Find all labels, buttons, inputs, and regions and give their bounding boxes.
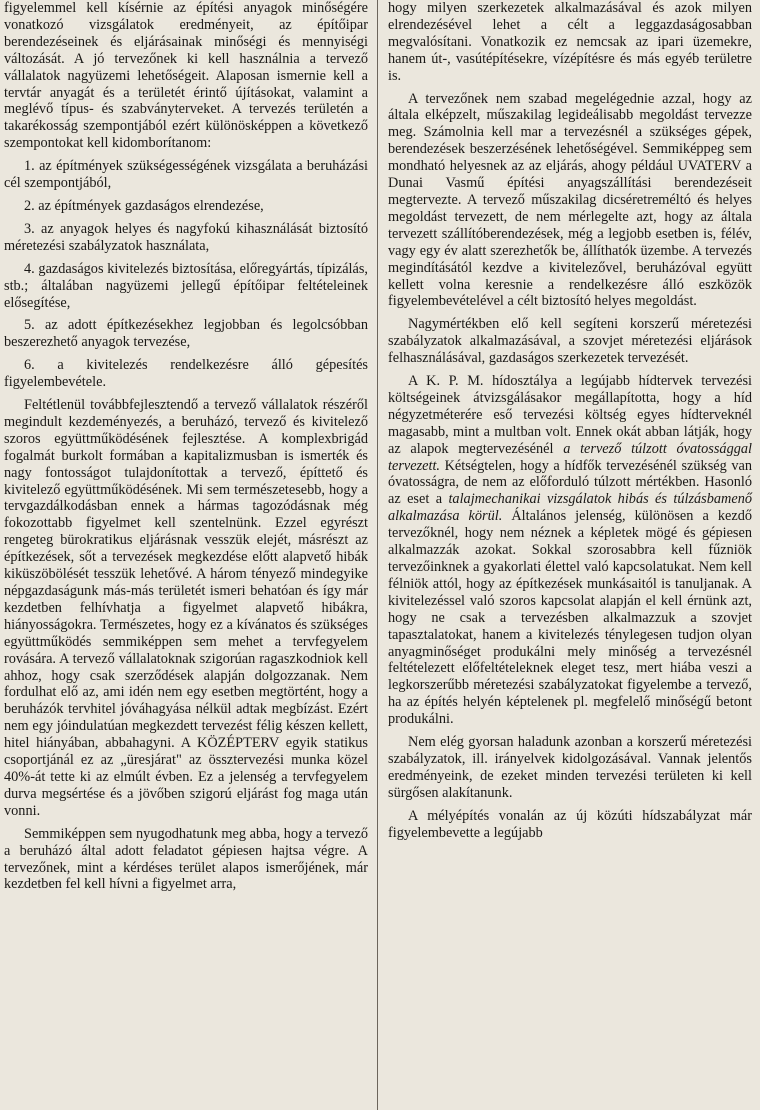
paragraph: A tervezőnek nem szabad megelégednie azzal, hogy az általa elképzelt, műszakilag legideálisabb megoldást tervezze meg. Számolnia kell mar a tervezésnél a szükséges gépek, berendezések beszerzésének lehetőségével. Semmiképpeg sem mondható helyesnek az az eljárás, ahogy például UVATERV a Dunai Vasmű építési anyagszállítási berendezéseit megtervezte. A tervező műszakilag dicséretreméltó és helyes megoldást tervezett, de nem mérlegelte azt, hogy az általa tervezett szállítóberendezések, még a legjobb esetben is, félév, vagy egy év alatt szerezhetők be, állíthatók üzembe. A tervezés megindításától kezdve a kivitelezővel, beruházóval együtt kellett volna keresnie a rendelkezésre álló eszközök figyelembevételével a célt biztosító helyes megoldást. [388,90,752,310]
emphasized-text: a tervező túlzott óvatossággal tervezett. [388,440,752,474]
paragraph: Nem elég gyorsan haladunk azonban a korszerű méretezési szabályzatok, ill. irányelvek kidolgozásával. Vannak jelentős eredményeink, de ezeket minden tervezési területen ki kell sürgősen alakítanunk. [388,734,752,801]
right-column [388,0,752,842]
list-item: 1. az építmények szükségességének vizsgálata a beruházási cél szempontjából, [4,158,368,192]
paragraph: figyelemmel kell kísérnie az építési anyagok minőségére vonatkozó vizsgálatok eredményeit, az építőipar berendezéseinek és eljárásainak minőségi és mennyiségi változását. A jó tervezőnek ki kell használnia a tervező vállalatok nagyüzemi lehetőségeit. Alaposan ismernie kell a tervtár anyagát és a területét érintő újításokat, valamint a meglévő típus- és szabványterveket. A tervezés területén a takarékosság szempontjából ezért különösképpen a következő szempontokat kell kidomborítanom: [4,0,368,152]
list-item: 6. a kivitelezés rendelkezésre álló gépesítés figyelembevétele. [4,357,368,391]
paragraph: Nagymértékben elő kell segíteni korszerű méretezési szabályzatok alkalmazásával, a szovjet méretezési eljárások felhasználásával, gazdaságos szerkezetek tervezését. [388,316,752,367]
left-column [4,0,368,893]
text-run: Kétségtelen, hogy a hídfők tervezésénél szükség van óvatosságra, de nem az előforduló túlzott mértékben. Hasonló az eset a [388,457,752,508]
paragraph: A mélyépítés vonalán az új közúti hídszabályzat már figyelembevette a legújabb [388,807,752,841]
list-item: 5. az adott építkezésekhez legjobban és legolcsóbban beszerezhető anyagok tervezése, [4,317,368,351]
text-run: A K. P. M. hídosztálya a legújabb hídtervek tervezési költségeinek átvizsgálásakor megállapította, hogy a híd négyzetméterére eső tervezési költség egyes hídterveknél magasabb, mint a multban volt. Ennek okát abban látják, hogy az alapok megtervezésénél [388,373,752,457]
paragraph: Semmiképpen sem nyugodhatunk meg abba, hogy a tervező a beruházó által adott feladatot gépiesen hajtsa végre. A tervezőnek, mint a kérdéses terület alapos ismerőjének, már kezdetben fel kell hívni a figyelmet arra, [4,825,368,893]
list-item: 4. gazdaságos kivitelezés biztosítása, előregyártás, típizálás, stb.; általában nagyüzemi jellegű építőipar feltételeinek elősegítése, [4,260,368,311]
text-run: Általános jelenség, különösen a kezdő tervezőknél, hogy nem néznek a képletek mögé és gépiesen alkalmazzák azokat. Sokkal szorosabbra kell fűzniök tervezőinknek a gyakorlati élettel való kapcsolatukat. Nem kell félniök attól, hogy az építkezések munkásaitól is tanuljanak. A kivitelezéssel való szoros kapcsolat alapján el kell érnünk azt, hogy ne csak a tervezésben alkalmazzuk a szovjet tapasztalatokat, hanem a kivitelezés ténylegesen tudjon olyan anyagminőséget produkálni mely minőség a tervezésnél feltételezett előfeltételeknek eleget tesz, mert hiába veszi a legkorszerűbb méretezési szabályzatokat figyelembe a tervező, ha az építés helyén képtelenek pl. megfelelő minőségű betont produkálni. [388,508,753,728]
paragraph: Feltétlenül továbbfejlesztendő a tervező vállalatok részéről megindult kezdeményezés, a beruházó, tervező és kivitelező szoros együttműködésének fejlesztése. A komplexbrigád fogalmát burkolt formában a kapitalizmusban is ismerték és nagy fontosságot tulajdonítottak a tervező, építtető és kivitelező együttműködésének. Mi sem természetesebb, hogy a tervgazdálkodásban ennek a hármas tagozódásnak még fokozottabb figyelmet kell szentelnünk. Ezzel egyrészt rengeteg bürokratikus eljárásnak vesszük elejét, másrészt az építkezések, sőt a tervezések megkezdése előtt alapvető hibák kiküszöbölését tesszük lehetővé. A három tényező mindegyike népgazdaságunk más-más területét ismeri behatóan és így már kezdetben felhívhatja a figyelmet alapvető hibákra, hiányosságokra. Természetes, hogy ez a kívánatos és szükséges együttműködés semmiképpen sem mehet a tervfegyelem rovására. A tervező vállalatoknak szigorúan ragaszkodniok kell ahhoz, hogy csak szerződések alapján dolgozzanak. Nem fordulhat elő az, ami idén nem egy esetben megtörtént, hogy a beruházók tervhitel jóváhagyása nélkül adtak megbízást. Ezért nem egy jóindulatúan megkezdett tervezést félig készen kellett, hitel hiányában, abbahagyni. A KÖZÉPTERV egyik statikus csoportjánál ez az „üresjárat" az össztervezési munka közel 40%-át tette ki az elmúlt évben. Ez a jelenség a tervfegyelem durva megsértése és a jövőben szigorú eljárást fog maga után vonni. [4,397,368,819]
list-item: 2. az építmények gazdaságos elrendezése, [24,197,264,214]
column-divider [377,0,378,1110]
emphasized-text: talajmechanikai vizsgálatok hibás és túlzásbamenő alkalmazása körül. [388,491,752,525]
paragraph [388,373,752,728]
paragraph: hogy milyen szerkezetek alkalmazásával és azok milyen elrendezésével lehet a célt a leggazdaságosabban megvalósítani. Vonatkozik ez nemcsak az ipari üzemekre, hanem út-, vasútépítésekre, vízépítésre és más egyéb területre is. [388,0,752,84]
list-item: 3. az anyagok helyes és nagyfokú kihasználását biztosító méretezési szabályzatok használata, [4,220,368,254]
